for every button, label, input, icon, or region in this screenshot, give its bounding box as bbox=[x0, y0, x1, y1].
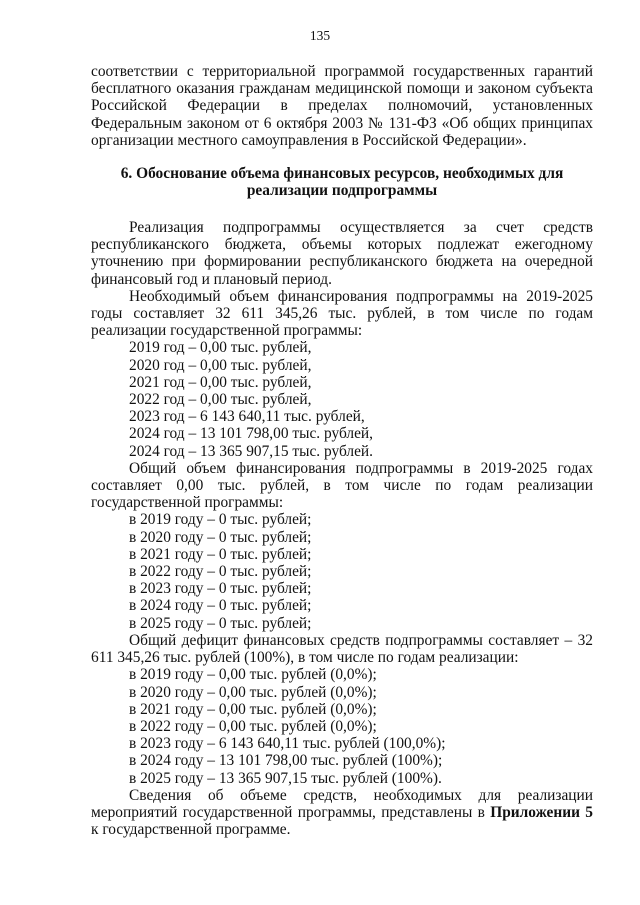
required-funding-paragraph: Необходимый объем финансирования подпрограммы на 2019-2025 годы составляет 32 611 345,26 тыс. рублей, в том числе по годам реализации государственной программы: bbox=[91, 287, 593, 340]
section-heading-line2: реализации подпрограммы bbox=[246, 181, 438, 199]
appendix-reference-link: Приложении 5 bbox=[490, 803, 593, 821]
total-funding-item: в 2021 году – 0 тыс. рублей; bbox=[129, 545, 312, 563]
funding-source-paragraph: Реализация подпрограммы осуществляется за счет средств республиканского бюджета, объемы которых подлежат ежегодному уточнению при формировании республиканского бюджета на очередной финансовый год и плановый период. bbox=[91, 219, 593, 288]
total-funding-list bbox=[91, 511, 593, 631]
appendix-reference-text: Сведения об объеме средств, необходимых для реализации мероприятий государственной программы, представлены в bbox=[91, 786, 593, 821]
total-funding-item: в 2024 году – 0 тыс. рублей; bbox=[129, 597, 312, 615]
intro-paragraph: соответствии с территориальной программой государственных гарантий бесплатного оказания гражданам медицинской помощи и законом субъекта Российской Федерации в пределах полномочий, установленных Федеральным законом от 6 октября 2003 № 131-ФЗ «Об общих принципах организации местного самоуправления в Российской Федерации». bbox=[91, 63, 593, 149]
required-funding-item: 2024 год – 13 101 798,00 тыс. рублей, bbox=[129, 425, 373, 443]
appendix-reference-paragraph bbox=[91, 787, 593, 839]
deficit-item: в 2022 году – 0,00 тыс. рублей (0,0%); bbox=[129, 717, 377, 735]
total-funding-item: в 2023 году – 0 тыс. рублей; bbox=[129, 580, 312, 598]
required-funding-item: 2024 год – 13 365 907,15 тыс. рублей. bbox=[129, 442, 373, 460]
total-funding-item: в 2025 году – 0 тыс. рублей; bbox=[129, 614, 312, 632]
deficit-item: в 2025 году – 13 365 907,15 тыс. рублей (100%). bbox=[129, 769, 442, 787]
required-funding-item: 2019 год – 0,00 тыс. рублей, bbox=[129, 339, 312, 357]
required-funding-item: 2021 год – 0,00 тыс. рублей, bbox=[129, 373, 312, 391]
required-funding-item: 2022 год – 0,00 тыс. рублей, bbox=[129, 391, 312, 409]
total-funding-item: в 2022 году – 0 тыс. рублей; bbox=[129, 563, 312, 581]
deficit-list bbox=[91, 666, 593, 786]
required-funding-item: 2023 год – 6 143 640,11 тыс. рублей, bbox=[129, 408, 365, 426]
appendix-reference-tail: к государственной программе. bbox=[91, 821, 291, 839]
deficit-item: в 2020 году – 0,00 тыс. рублей (0,0%); bbox=[129, 683, 377, 701]
total-funding-item: в 2020 году – 0 тыс. рублей; bbox=[129, 528, 312, 546]
page-number: 135 bbox=[309, 28, 331, 43]
required-funding-list bbox=[91, 339, 593, 459]
deficit-paragraph: Общий дефицит финансовых средств подпрограммы составляет – 32 611 345,26 тыс. рублей (100%), в том числе по годам реализации: bbox=[91, 631, 593, 667]
deficit-item: в 2024 году – 13 101 798,00 тыс. рублей (100%); bbox=[129, 752, 443, 770]
deficit-item: в 2021 году – 0,00 тыс. рублей (0,0%); bbox=[129, 700, 377, 718]
total-funding-paragraph: Общий объем финансирования подпрограммы в 2019-2025 годах составляет 0,00 тыс. рублей, в том числе по годам реализации государственной программы: bbox=[91, 459, 593, 512]
required-funding-item: 2020 год – 0,00 тыс. рублей, bbox=[129, 356, 312, 374]
total-funding-item: в 2019 году – 0 тыс. рублей; bbox=[129, 511, 312, 529]
deficit-item: в 2023 году – 6 143 640,11 тыс. рублей (100,0%); bbox=[129, 735, 446, 753]
section-heading bbox=[91, 166, 593, 199]
section-heading-line1: 6. Обоснование объема финансовых ресурсов, необходимых для bbox=[120, 165, 564, 183]
deficit-item: в 2019 году – 0,00 тыс. рублей (0,0%); bbox=[129, 666, 377, 684]
document-body bbox=[91, 63, 593, 838]
